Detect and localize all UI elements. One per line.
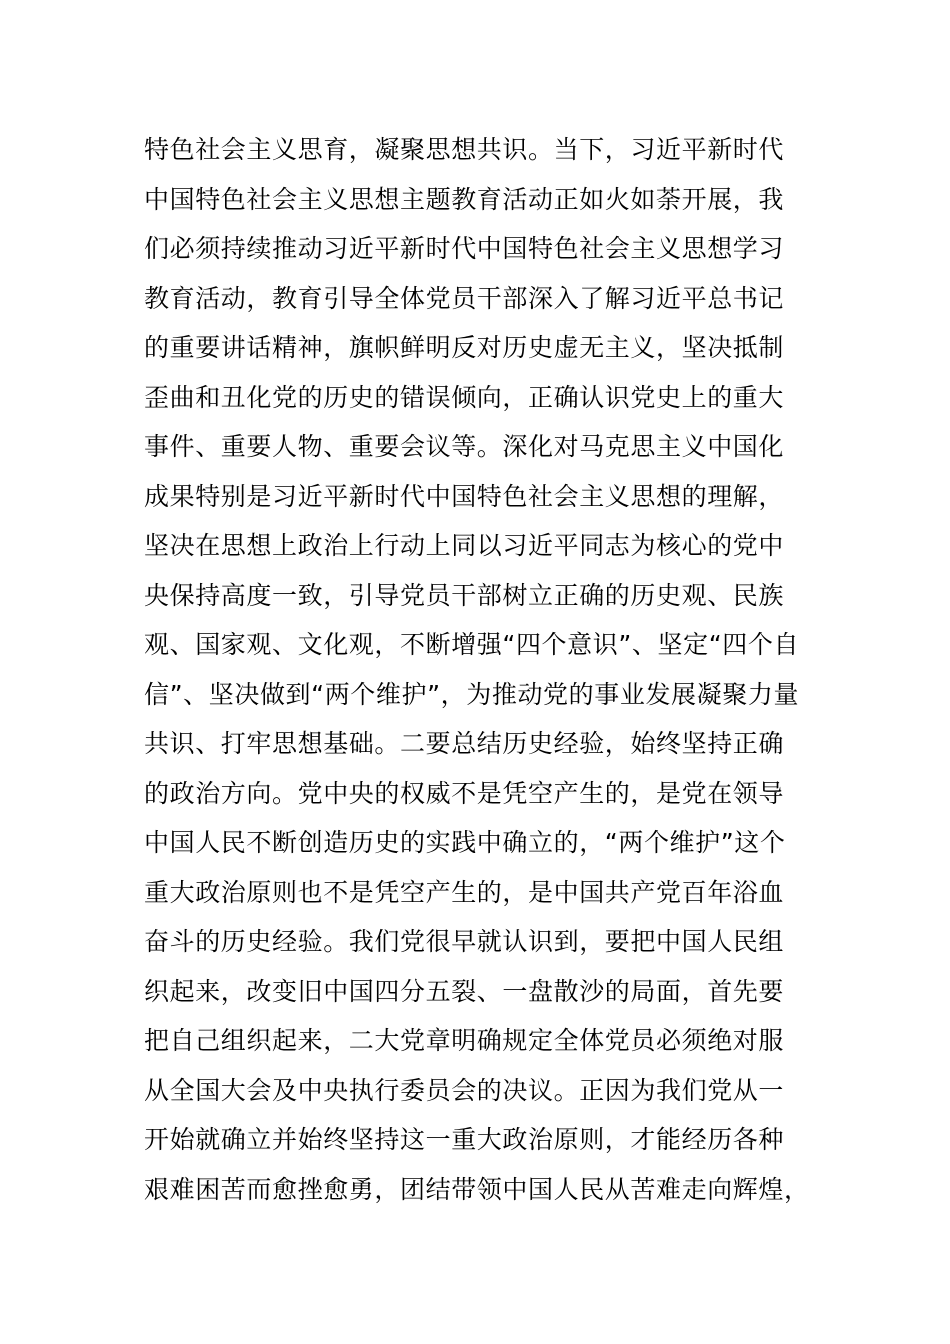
text-line: 教育活动，教育引导全体党员干部深入了解习近平总书记: [144, 283, 785, 313]
text-line: 开始就确立并始终坚持这一重大政治原则，才能经历各种: [144, 1125, 785, 1154]
text-line: 成果特别是习近平新时代中国特色社会主义思想的理解，: [144, 481, 785, 511]
text-line: 的重要讲话精神，旗帜鲜明反对历史虚无主义，坚决抵制: [144, 333, 785, 362]
text-line: 共识、打牢思想基础。二要总结历史经验，始终坚持正确: [144, 729, 785, 758]
text-line: 奋斗的历史经验。我们党很早就认识到，要把中国人民组: [144, 927, 785, 956]
text-line: 歪曲和丑化党的历史的错误倾向，正确认识党史上的重大: [144, 382, 785, 412]
text-line: 的政治方向。党中央的权威不是凭空产生的，是党在领导: [144, 778, 785, 808]
text-line: 中国特色社会主义思想主题教育活动正如火如荼开展，我: [144, 184, 785, 214]
text-line: 坚决在思想上政治上行动上同以习近平同志为核心的党中: [144, 531, 785, 560]
text-line: 艰难困苦而愈挫愈勇，团结带领中国人民从苦难走向辉煌，: [144, 1174, 810, 1204]
text-line: 从全国大会及中央执行委员会的决议。正因为我们党从一: [144, 1075, 785, 1105]
text-line: 信”、坚决做到“两个维护”，为推动党的事业发展凝聚力量: [144, 679, 800, 709]
text-line: 中国人民不断创造历史的实践中确立的，“两个维护”这个: [144, 828, 786, 857]
text-line: 们必须持续推动习近平新时代中国特色社会主义思想学习: [144, 234, 785, 263]
text-line: 重大政治原则也不是凭空产生的，是中国共产党百年浴血: [144, 877, 785, 907]
text-line: 织起来，改变旧中国四分五裂、一盘散沙的局面，首先要: [144, 976, 785, 1006]
text-line: 特色社会主义思育，凝聚思想共识。当下，习近平新时代: [144, 135, 785, 164]
text-line: 事件、重要人物、重要会议等。深化对马克思主义中国化: [144, 432, 785, 461]
body-text: [144, 125, 824, 1214]
text-line: 央保持高度一致，引导党员干部树立正确的历史观、民族: [144, 580, 785, 610]
text-line: 观、国家观、文化观，不断增强“四个意识”、坚定“四个自: [144, 630, 800, 659]
text-line: 把自己组织起来，二大党章明确规定全体党员必须绝对服: [144, 1026, 785, 1055]
